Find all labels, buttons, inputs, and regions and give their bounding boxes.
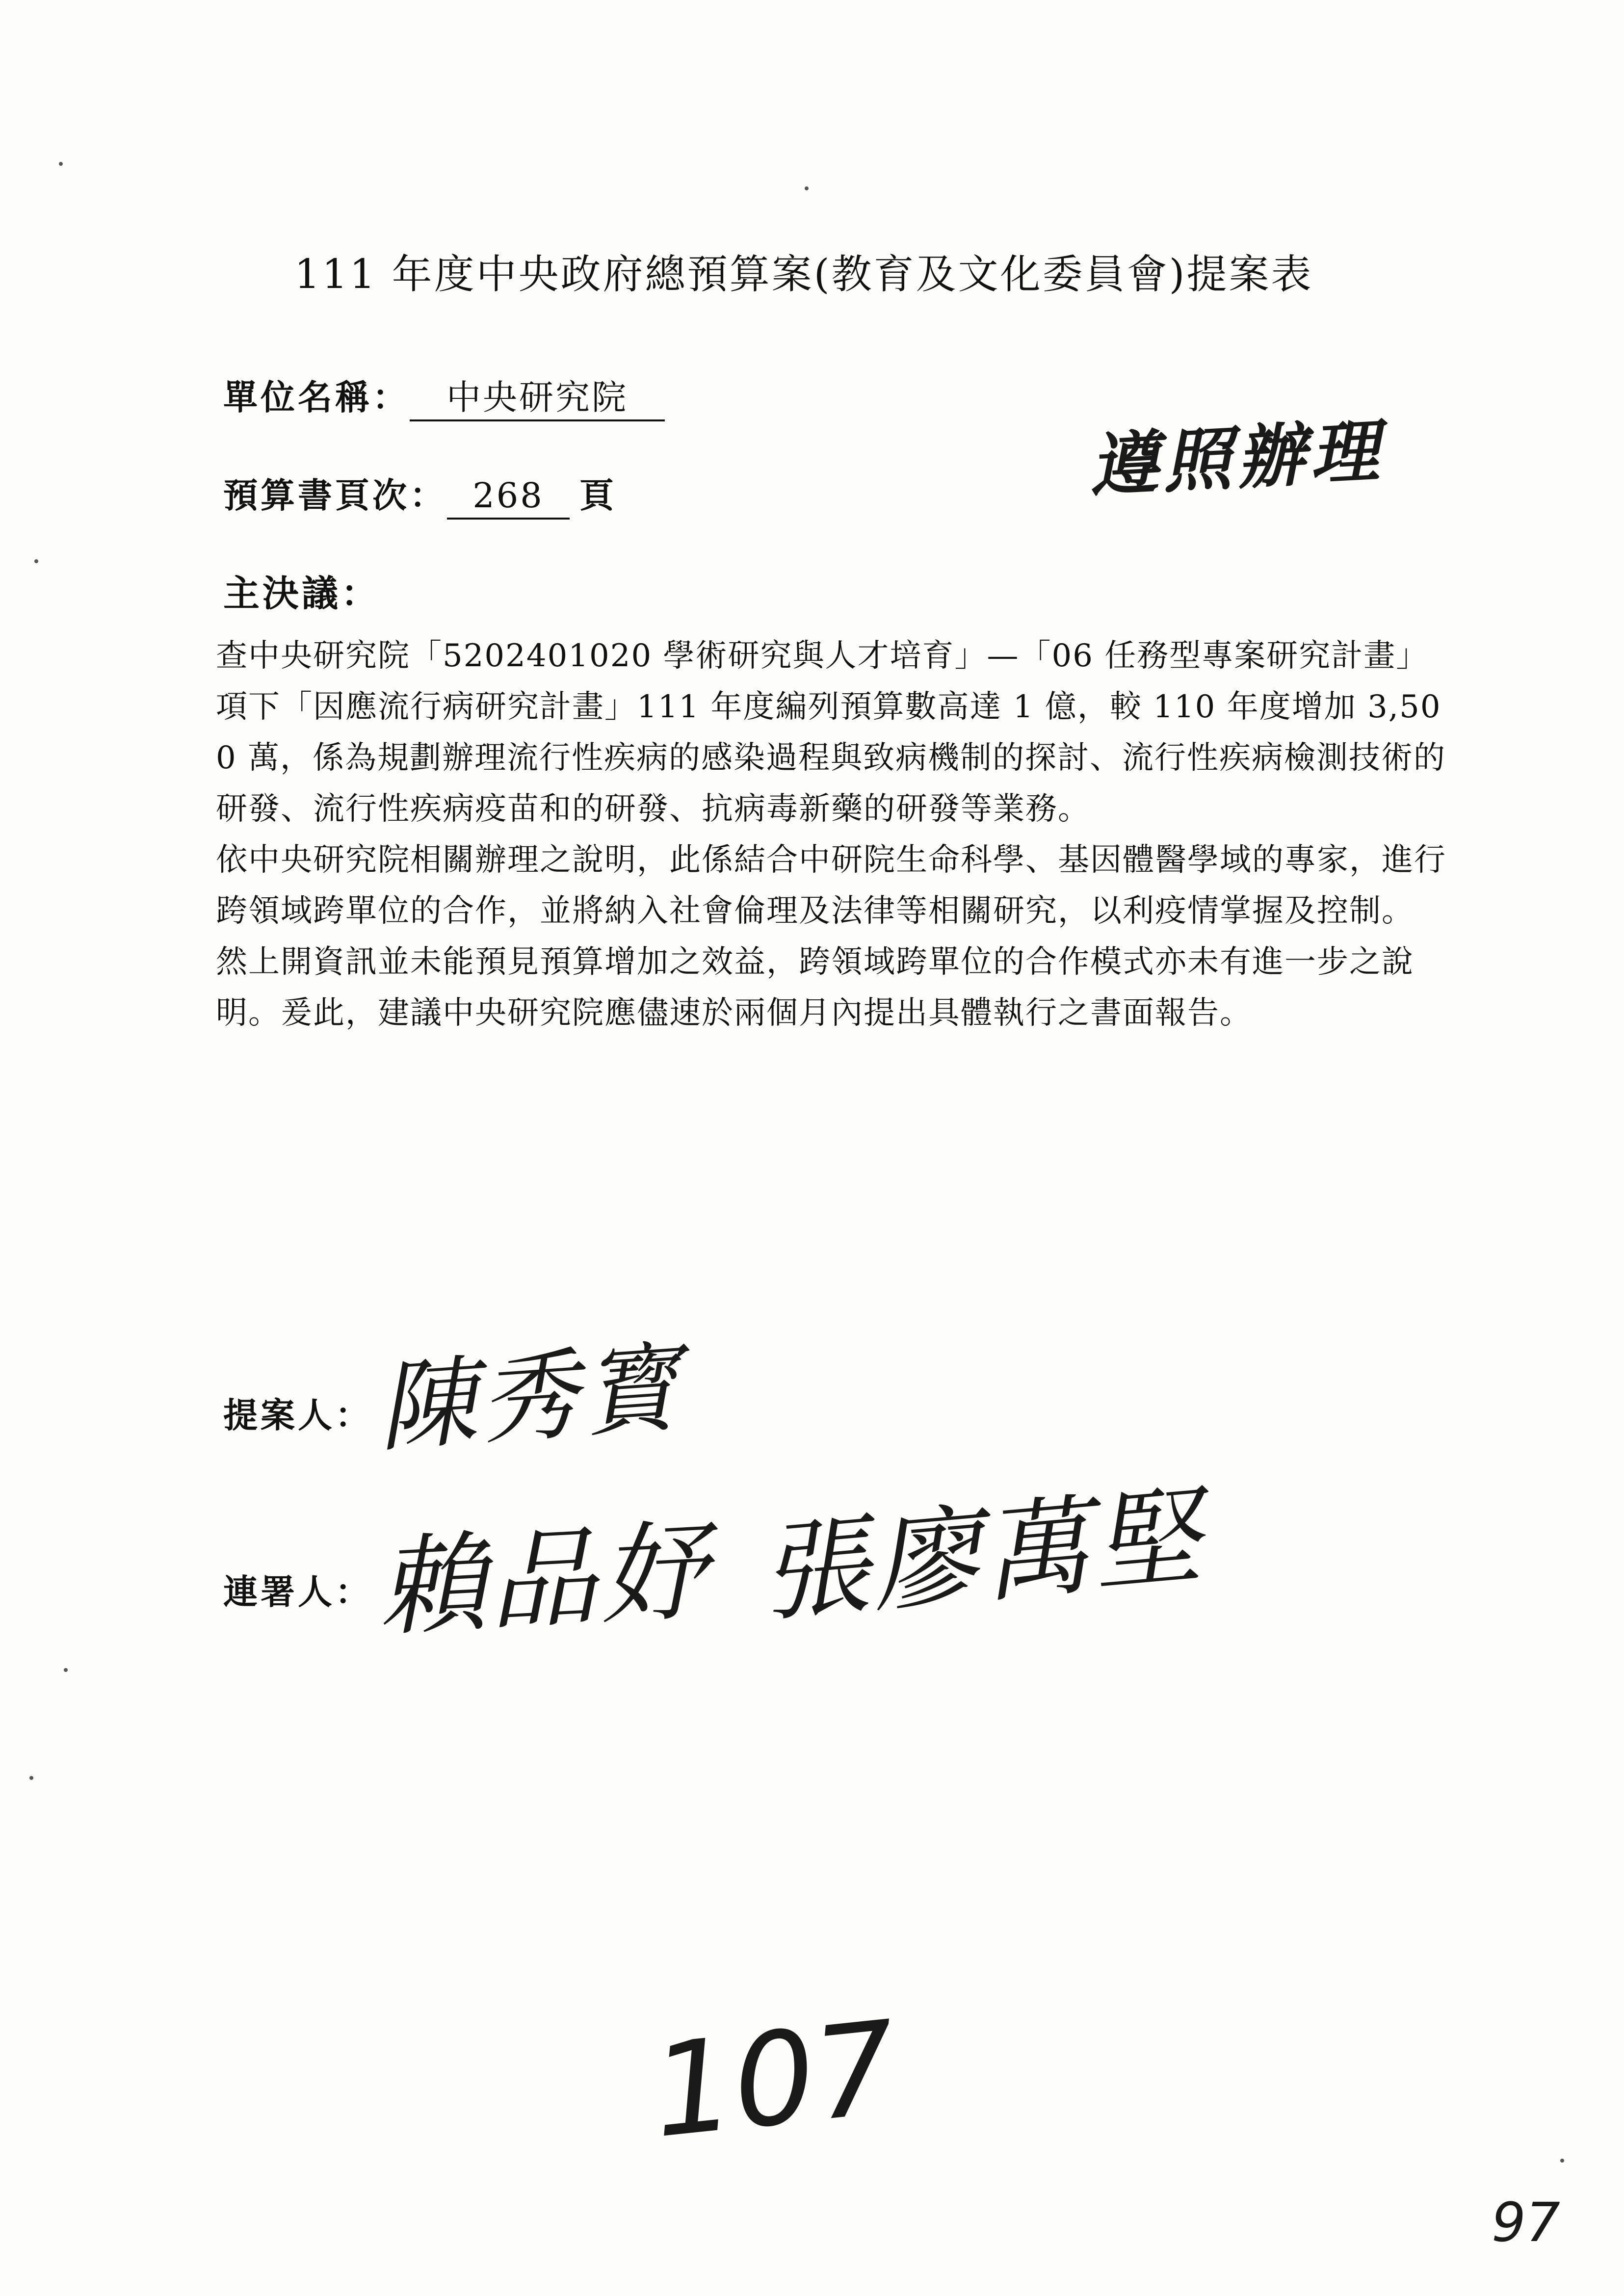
proposer-signature: 陳秀寳	[374, 1330, 688, 1466]
corner-page-number: 97	[1492, 2191, 1560, 2254]
cosigner-label: 連署人：	[223, 1571, 372, 1612]
approval-handwriting: 遵照辦理	[1087, 411, 1386, 507]
cosigner-signature: 張廖萬堅	[756, 1473, 1209, 1637]
scan-speck	[1560, 2159, 1564, 2163]
cosigner-signature: 賴品妤	[374, 1508, 714, 1651]
resolution-heading: 主決議：	[223, 573, 380, 615]
scan-speck	[59, 162, 63, 166]
scan-speck	[29, 1776, 33, 1780]
resolution-body	[216, 630, 1447, 1039]
budget-page-value: 268	[447, 473, 570, 520]
budget-page-label: 預算書頁次：	[223, 475, 447, 516]
scan-speck	[805, 186, 809, 190]
unit-label: 單位名稱：	[223, 377, 410, 417]
resolution-paragraph: 然上開資訊並未能預見預算增加之效益，跨領域跨單位的合作模式亦未有進一步之說明。爰此，建議中央研究院應儘速於兩個月內提出具體執行之書面報告。	[216, 944, 1414, 1031]
scan-speck	[64, 1668, 68, 1672]
unit-value: 中央研究院	[410, 375, 665, 421]
scan-speck	[34, 559, 38, 563]
budget-page-unit: 頁	[579, 475, 614, 516]
unit-field	[223, 373, 665, 422]
resolution-paragraph: 依中央研究院相關辦理之說明，此係結合中研院生命科學、基因體醫學域的專家，進行跨領域跨單位的合作，並將納入社會倫理及法律等相關研究，以利疫情掌握及控制。	[216, 842, 1446, 929]
proposer-label: 提案人：	[223, 1395, 372, 1435]
document-title: 111 年度中央政府總預算案(教育及文化委員會)提案表	[294, 251, 1313, 298]
handwritten-page-number: 107	[645, 1993, 903, 2167]
resolution-paragraph: 查中央研究院「5202401020 學術研究與人才培育」—「06 任務型專案研究計畫」項下「因應流行病研究計畫」111 年度編列預算數高達 1 億，較 110 年度增加 3,500 萬，係為規劃辦理流行性疾病的感染過程與致病機制的探討、流行性疾病檢測技術的研發、流行性疾病疫苗和的研發、抗病毒新藥的研發等業務。	[216, 638, 1446, 827]
budget-page-field	[223, 471, 614, 520]
